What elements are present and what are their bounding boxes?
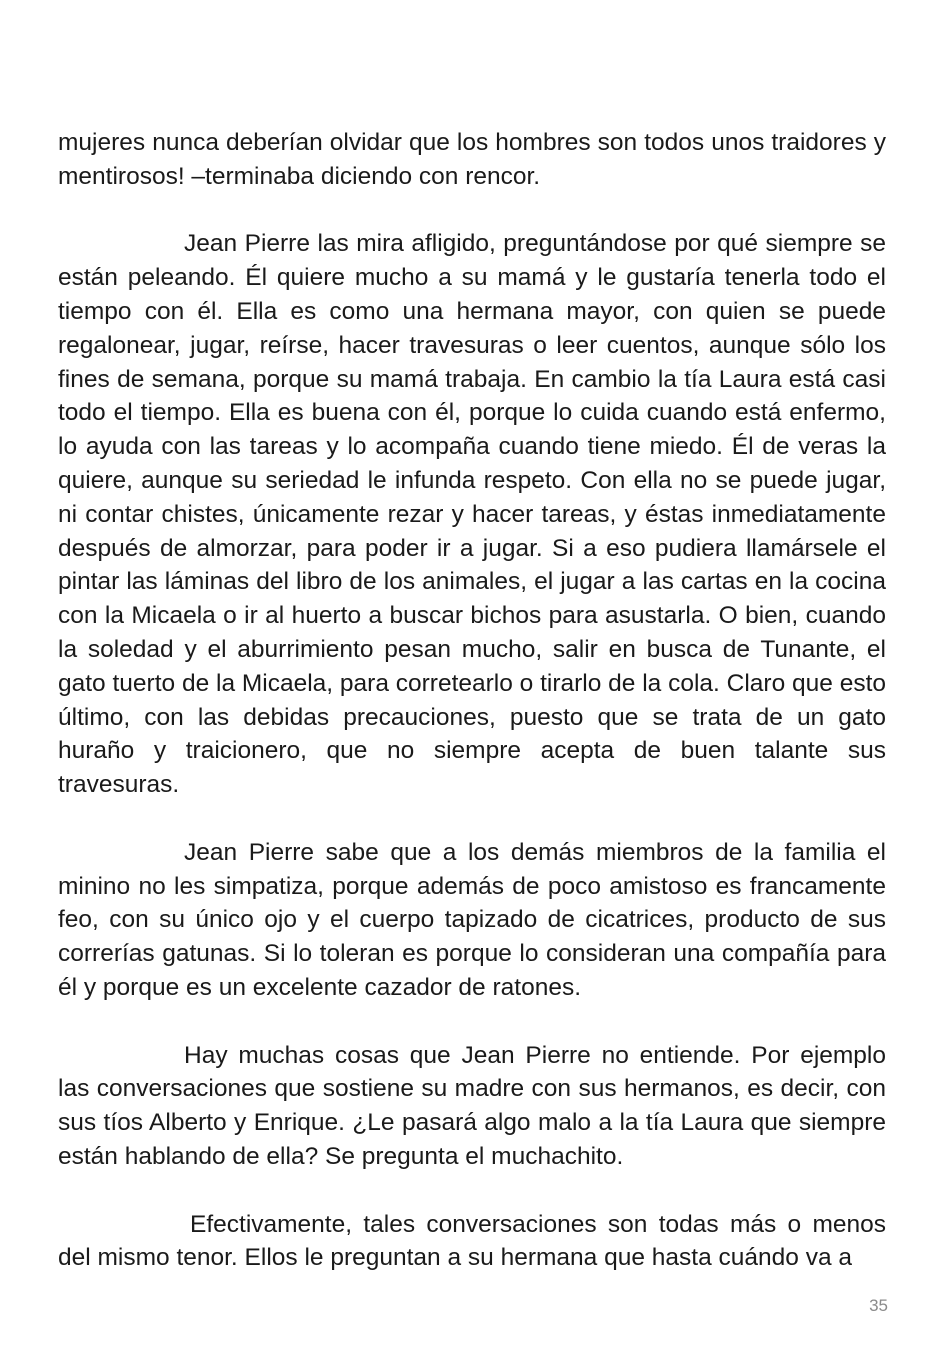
paragraph-2: Jean Pierre las mira afligido, preguntándose por qué siempre se están peleando. Él quiere mucho a su mamá y le gustaría tenerla todo el tiempo con él. Ella es como una hermana mayor, con quien se puede regalonear, jugar, reírse, hacer travesuras o leer cuentos, aunque sólo los fines de semana, porque su mamá trabaja. En cambio la tía Laura está casi todo el tiempo. Ella es buena con él, porque lo cuida cuando está enfermo, lo ayuda con las tareas y lo acompaña cuando tiene miedo. Él de veras la quiere, aunque su seriedad le infunda respeto. Con ella no se puede jugar, ni contar chistes, únicamente rezar y hacer tareas, y éstas inmediatamente después de almorzar, para poder ir a jugar. Si a eso pudiera llamársele el pintar las láminas del libro de los animales, el jugar a las cartas en la cocina con la Micaela o ir al huerto a buscar bichos para asustarla. O bien, cuando la soledad y el aburrimiento pesan mucho, salir en busca de Tunante, el gato tuerto de la Micaela, para corretearlo o tirarlo de la cola. Claro que esto último, con las debidas precauciones, puesto que se trata de un gato huraño y traicionero, que no siempre acepta de buen talante sus travesuras.: [58, 230, 887, 799]
paragraph-4: Hay muchas cosas que Jean Pierre no entiende. Por ejemplo las conversaciones que sostiene su madre con sus hermanos, es decir, con sus tíos Alberto y Enrique. ¿Le pasará algo malo a la tía Laura que siempre están hablando de ella? Se pregunta el muchachito.: [58, 1041, 886, 1170]
page-number: 35: [869, 1296, 888, 1315]
paragraph-5: Efectivamente, tales conversaciones son todas más o menos del mismo tenor. Ellos le preguntan a su hermana que hasta cuándo va a: [58, 1210, 886, 1272]
page-body: [58, 126, 886, 1275]
paragraph-3: Jean Pierre sabe que a los demás miembros de la familia el minino no les simpatiza, porque además de poco amistoso es francamente feo, con su único ojo y el cuerpo tapizado de cicatrices, producto de sus correrías gatunas. Si lo toleran es porque lo consideran una compañía para él y porque es un excelente cazador de ratones.: [58, 838, 886, 1001]
paragraph-1: mujeres nunca deberían olvidar que los hombres son todos unos traidores y mentirosos! –terminaba diciendo con rencor.: [58, 129, 886, 190]
